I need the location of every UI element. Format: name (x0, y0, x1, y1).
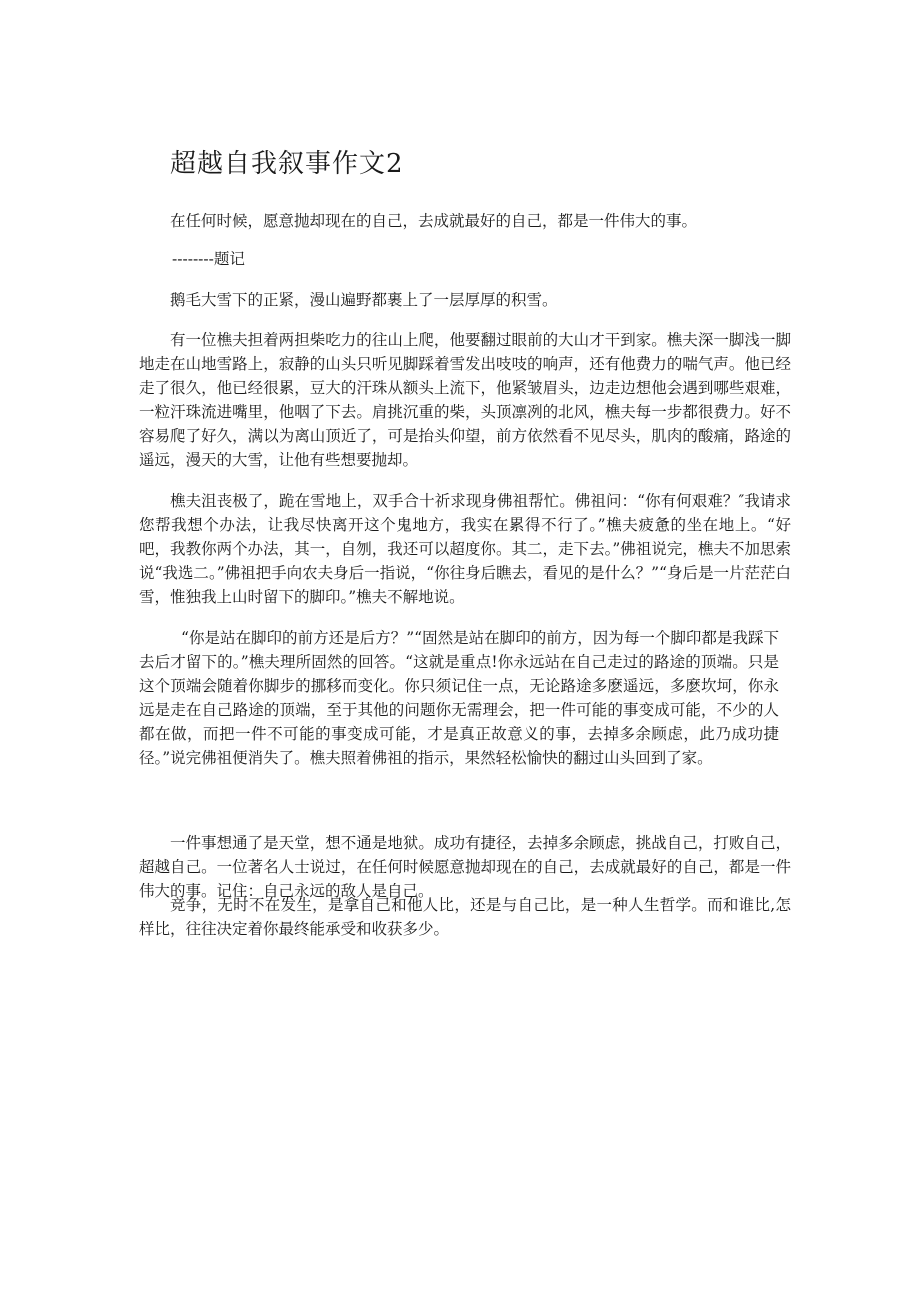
paragraph-reflection: 一件事想通了是天堂，想不通是地狱。成功有捷径，去掉多余顾虑，挑战自己，打败自己，超越自己。一位著名人士说过，在任何时候愿意抛却现在的自己，去成就最好的自己，都是一件伟大的事。记住：自己永远的敌人是自己。 (139, 834, 791, 900)
paragraph-footprints: “你是站在脚印的前方还是后方？”“固然是站在脚印的前方，因为每一个脚印都是我踩下去后才留下的。”樵夫理所固然的回答。“这就是重点!你永远站在自己走过的路途的顶端。只是这个顶端会随着你脚步的挪移而变化。你只须记住一点，无论路途多麽遥远，多麽坎坷，你永远是走在自己路途的顶端，至于其他的问题你无需理会，把一件可能的事变成可能，不少的人都在做，而把一件不可能的事变成可能，才是真正故意义的事，去掉多余顾虑，此乃成功捷径。”说完佛祖便消失了。樵夫照着佛祖的指示，果然轻松愉快的翻过山头回到了家。 (139, 629, 779, 767)
essay-title: 超越自我叙事作文2 (170, 149, 404, 179)
paragraph-woodcutter-climb: 有一位樵夫担着两担柴吃力的往山上爬，他要翻过眼前的大山才干到家。樵夫深一脚浅一脚地走在山地雪路上，寂静的山头只听见脚踩着雪发出吱吱的响声，还有他费力的喘气声。他已经走了很久，他已经很累，豆大的汗珠从额头上流下，他紧皱眉头，边走边想他会遇到哪些艰难，一粒汗珠流进嘴里，他咽了下去。肩挑沉重的柴，头顶凛冽的北风，樵夫每一步都很费力。好不容易爬了好久，满以为离山顶近了，可是抬头仰望，前方依然看不见尽头，肌肉的酸痛，路途的遥远，漫天的大雪，让他有些想要抛却。 (139, 331, 791, 469)
motto-line: 在任何时候，愿意抛却现在的自己，去成就最好的自己，都是一件伟大的事。 (170, 212, 698, 230)
paragraph-buddha-dialogue: 樵夫沮丧极了，跪在雪地上，双手合十祈求现身佛祖帮忙。佛祖问：“你有何艰难？″我请求您帮我想个办法，让我尽快离开这个鬼地方，我实在累得不行了。”樵夫疲惫的坐在地上。“好吧，我教你两个办法，其一，自刎，我还可以超度你。其二，走下去。”佛祖说完，樵夫不加思索说“我选二。”佛祖把手向农夫身后一指说，“你往身后瞧去，看见的是什么？”“身后是一片茫茫白雪，惟独我上山时留下的脚印。”樵夫不解地说。 (139, 492, 791, 606)
epigraph-line: --------题记 (172, 250, 245, 268)
paragraph-competition: 竞争，无时不在发生，是拿自己和他人比，还是与自己比，是一种人生哲学。而和谁比,怎样比，往往决定着你最终能承受和收获多少。 (139, 896, 791, 938)
paragraph-snow: 鹅毛大雪下的正紧，漫山遍野都裹上了一层厚厚的积雪。 (170, 291, 558, 309)
